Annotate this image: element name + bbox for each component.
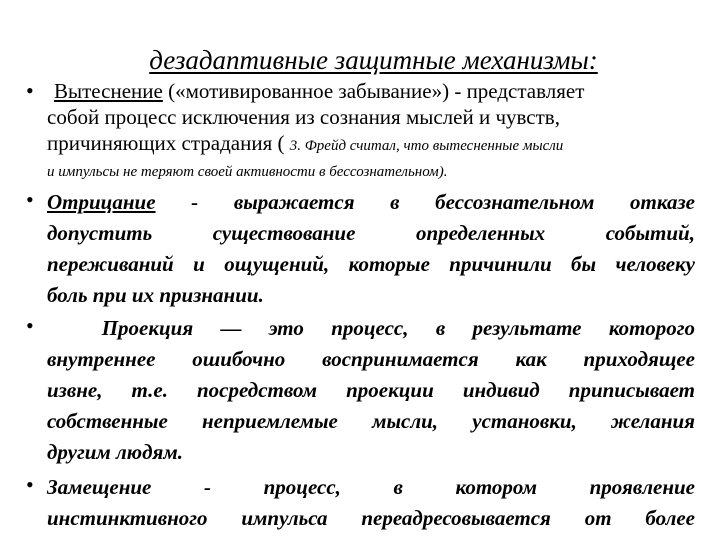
item-line: собой процесс исключения из сознания мыслей и чувств,	[47, 105, 560, 129]
item-line: боль при их признании.	[47, 283, 264, 307]
item-line: инстинктивного импульса переадресовывается от более	[47, 506, 695, 530]
item-line: Отрицание - выражается в бессознательном отказе	[47, 190, 695, 214]
bullet-icon: •	[26, 313, 34, 338]
item-line: Замещение - процесс, в котором проявление	[47, 475, 695, 499]
term-denial: Отрицание	[47, 190, 156, 214]
bullet-icon: •	[26, 472, 34, 497]
item-line: внутреннее ошибочно воспринимается как приходящее	[47, 347, 695, 371]
item-line: и импульсы не теряют своей активности в бессознательном).	[47, 164, 448, 180]
item-text	[47, 313, 695, 468]
item-text	[47, 78, 694, 185]
item-text	[47, 472, 695, 534]
bullet-icon: •	[26, 78, 34, 103]
item-line: причиняющих страдания ( 3. Фрейд считал, что вытесненные мысли	[47, 131, 564, 155]
item-text	[47, 187, 695, 311]
item-line: Проекция — это процесс, в результате которого	[47, 316, 695, 340]
item-line: извне, т.е. посредством проекции индивид приписывает	[47, 378, 695, 402]
term-repression: Вытеснение	[54, 79, 163, 103]
item-line: собственные неприемлемые мысли, установки, желания	[47, 409, 695, 433]
slide-title-text: дезадаптивные защитные механизмы:	[149, 45, 598, 75]
item-line: допустить существование определенных событий,	[47, 221, 695, 245]
item-line: другим людям.	[47, 440, 184, 464]
bullet-icon: •	[26, 187, 34, 212]
item-line: переживаний и ощущений, которые причинили бы человеку	[47, 252, 695, 276]
item-line: Вытеснение («мотивированное забывание») - представляет	[54, 79, 585, 103]
